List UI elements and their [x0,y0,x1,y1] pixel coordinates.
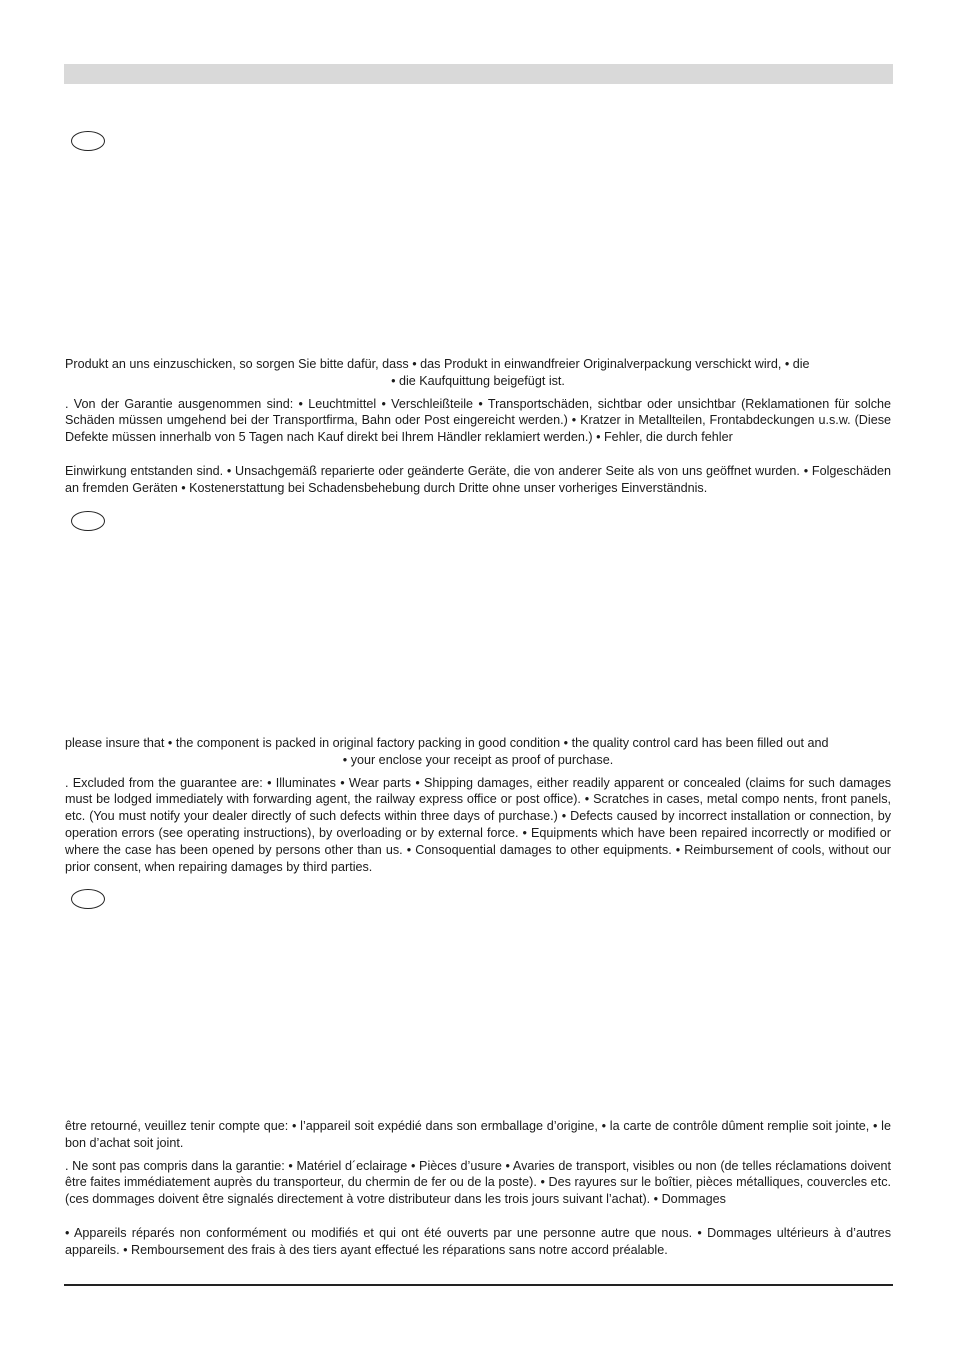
en-receipt-text: • your enclose your receipt as proof of purchase. [342,752,614,767]
fr-shipping-text: être retourné, veuillez tenir compte que: • l’appareil soit expédié dans son ermballage d’origine, • la carte de contrôle dûment remplie soit jointe, • le bon d’achat soit joint. [65,1119,891,1150]
en-exclusions-text: . Excluded from the guarantee are: • Illuminates • Wear parts • Shipping damages, either readily apparent or concealed (claims for such damages must be lodged immediately with forwarding agent, the railway express office or post office). • Scratches in cases, metal compo nents, front panels, etc. (You must notify your dealer directly of such defects within three days of purchase.) • Defects caused by incorrect installation or connection, by operation errors (see operating instructions), by overloading or by external force. • Equipments which have been repaired incorrectly or modified or where the case has been opened by persons other than us. • Consoquential damages to other equipments. • Reimbursement of cools, without our prior consent, when repairing damages by third parties. [65,775,891,874]
header-bar [64,64,893,84]
en-shipping-text: please insure that • the component is packed in original factory packing in good condition • the quality control card has been filled out and [65,736,829,750]
language-badge-fr [71,889,105,909]
de-exclusions-continued: Einwirkung entstanden sind. • Unsachgemäß reparierte oder geänderte Geräte, die von anderer Seite als von uns geöffnet wurden. • Folgeschäden an fremden Geräten • Kostenerstattung bei Schadensbehebung durch Dritte ohne unser vorheriges Einverständnis. [65,463,891,495]
section-en [65,735,891,875]
de-shipping-text: Produkt an uns einzuschicken, so sorgen Sie bitte dafür, dass • das Produkt in einwandfreier Originalverpackung verschickt wird, • die [65,357,810,371]
section-fr [65,1118,891,1259]
fr-exclusions-continued: • Appareils réparés non conformément ou modifiés et qui ont été ouverts par une personne autre que nous. • Dommages ultérieurs à d’autres appareils. • Remboursement des frais à des tiers ayant effectué les réparations sans notre accord préalable. [65,1225,891,1257]
language-badge-en [71,511,105,531]
footer-rule [64,1284,893,1286]
fr-exclusions-text: . Ne sont pas compris dans la garantie: • Matériel d´eclairage • Pièces d’usure • Avaries de transport, visibles ou non (de telles réclamations doivent être faites immédiatement auprès du transporteur, du chermin de fer ou de la poste). • Des rayures sur le boîtier, pièces métalliques, couvercles etc. (ces dommages doivent être signalés directement à votre distributeur dans les trois jours suivant l’achat). • Dommages [65,1158,891,1207]
de-exclusions-text: . Von der Garantie ausgenommen sind: • Leuchtmittel • Verschleißteile • Transportschäden, sichtbar oder unsichtbar (Reklamationen für solche Schäden müssen umgehend bei der Transportfirma, Bahn oder Post eingereicht werden.) • Kratzer in Metallteilen, Frontabdeckungen u.s.w. (Diese Defekte müssen innerhalb von 5 Tagen nach Kauf direkt bei Ihrem Händler reklamiert werden.) • Fehler, die durch fehler [65,396,891,445]
language-badge-de [71,131,105,151]
de-receipt-text: • die Kaufquittung beigefügt ist. [391,373,565,388]
section-de [65,356,891,497]
